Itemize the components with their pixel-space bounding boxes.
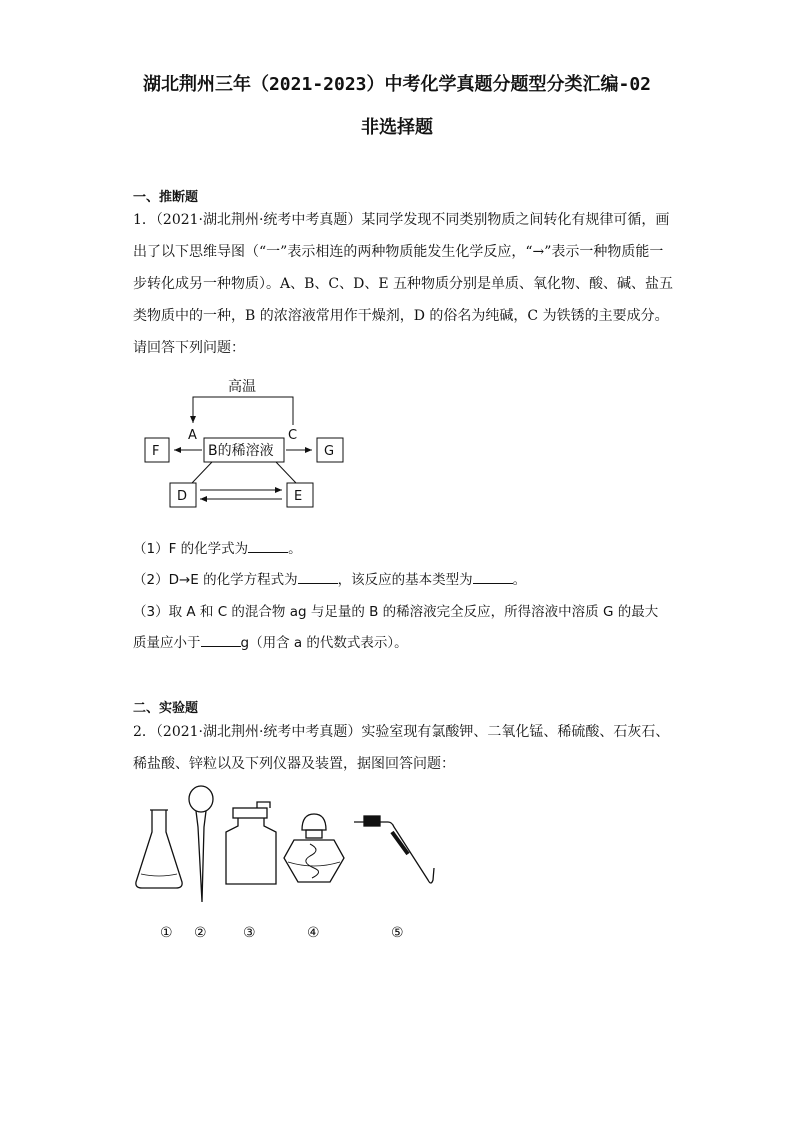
question-1-line: 请回答下列问题：: [133, 340, 245, 356]
sub-question-3-text: 质量应小于: [133, 635, 201, 651]
document-title-line1: 湖北荆州三年（2021-2023）中考化学真题分题型分类汇编-02: [142, 74, 652, 95]
section-heading-inference: 一、推断题: [133, 190, 199, 205]
gas-bottle-icon: [226, 802, 276, 884]
question-1-line: 1．（2021·湖北荆州·统考中考真题）某同学发现不同类别物质之间转化有规律可循，画: [133, 212, 670, 228]
stopper-tube-icon: [354, 816, 434, 883]
sub-question-3-line2: [133, 631, 408, 651]
question-2-line: 稀盐酸、锌粒以及下列仪器及装置，据图回答问题：: [133, 756, 455, 772]
sub-question-2-end: 。: [512, 572, 527, 588]
b-d-link: [192, 462, 212, 483]
node-g-label: G: [324, 444, 335, 459]
sub-question-3-end: g（用含 a 的代数式表示）。: [240, 635, 408, 651]
sub-question-2-mid: ，该反应的基本类型为: [337, 572, 473, 588]
apparatus-label: ①: [160, 925, 173, 941]
apparatus-label: ②: [194, 925, 207, 941]
answer-blank[interactable]: [298, 571, 338, 584]
answer-blank[interactable]: [201, 634, 241, 647]
question-2-line: 2．（2021·湖北荆州·统考中考真题）实验室现有氯酸钾、二氧化锰、稀硫酸、石灰石、: [133, 724, 670, 740]
c-to-a-arrow: [193, 397, 293, 425]
document-title-line2: 非选择题: [361, 117, 433, 138]
node-a-label: A: [188, 428, 197, 443]
node-e-label: E: [294, 489, 303, 504]
conical-flask-icon: [136, 810, 182, 888]
apparatus-label: ④: [307, 925, 320, 941]
sub-question-3-line1: （3）取 A 和 C 的混合物 ag 与足量的 B 的稀溶液完全反应，所得溶液中溶质 G 的最大: [133, 604, 659, 620]
apparatus-label: ③: [243, 925, 256, 941]
sub-question-2-text: （2）D→E 的化学方程式为: [133, 572, 298, 588]
question-1-line: 出了以下思维导图（“一”表示相连的两种物质能发生化学反应，“→”表示一种物质能一: [133, 244, 664, 260]
apparatus-figure: [130, 782, 450, 907]
question-1-line: 类物质中的一种，B 的浓溶液常用作干燥剂，D 的俗名为纯碱，C 为铁锈的主要成分。: [133, 308, 669, 324]
answer-blank[interactable]: [473, 571, 513, 584]
question-1-line: 步转化成另一种物质）。A、B、C、D、E 五种物质分别是单质、氧化物、酸、碱、盐五: [133, 276, 674, 292]
sub-question-1-text: （1）F 的化学式为: [133, 541, 249, 557]
node-c-label: C: [288, 428, 298, 443]
sub-question-1: [133, 537, 302, 557]
high-temp-label: 高温: [228, 379, 256, 395]
alcohol-lamp-icon: [284, 814, 344, 882]
center-node-label: B的稀溶液: [208, 443, 274, 459]
sub-question-2: [133, 568, 526, 588]
question-2-stem: [133, 716, 673, 780]
node-f-label: F: [152, 444, 160, 459]
question-1-stem: [133, 204, 673, 364]
answer-blank[interactable]: [248, 540, 288, 553]
node-d-label: D: [177, 489, 188, 504]
mind-map-diagram: [140, 375, 360, 515]
sub-question-1-end: 。: [288, 541, 302, 557]
funnel-icon: [189, 786, 213, 902]
b-e-link: [276, 462, 296, 483]
apparatus-label: ⑤: [391, 925, 404, 941]
section-heading-experiment: 二、实验题: [133, 701, 199, 716]
